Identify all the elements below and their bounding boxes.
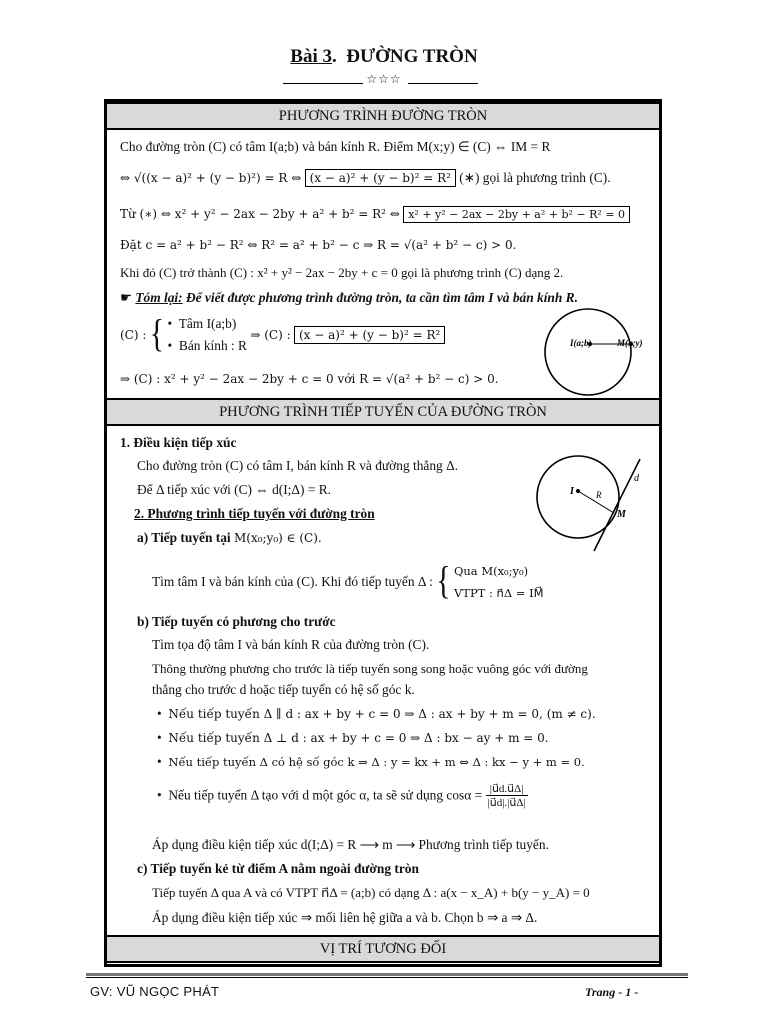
s2-b-line-1: Tìm tọa độ tâm I và bán kính R của đường tròn (C).: [152, 637, 430, 652]
tangent-figure: [532, 447, 660, 557]
s1-summary: [120, 290, 578, 306]
s2-a-brace: {: [436, 559, 451, 603]
title-rule-left: [283, 83, 363, 84]
s2-a-system: [454, 560, 544, 604]
s1-line-3-a: Từ (∗) ⇔ x² + y² − 2ax − 2by + a² + b² = R² ⇔: [120, 207, 400, 221]
s2-a-heading-text: a) Tiếp tuyến tại: [137, 530, 231, 545]
s1-system-left: (C) :: [120, 328, 147, 342]
s1-system-brace: {: [149, 312, 165, 356]
circle-figure-1: [530, 308, 660, 398]
s1-summary-label: Tóm lại:: [135, 290, 183, 305]
s1-line-1: Cho đường tròn (C) có tâm I(a;b) và bán kính R. Điểm M(x;y) ∈ (C) ⇔ IM = R: [120, 139, 551, 154]
pointing-hand-icon: ☛: [120, 290, 133, 305]
s1-line-4: Đặt c = a² + b² − R² ⇔ R² = a² + b² − c ⇒ R = √(a² + b² − c) > 0.: [120, 238, 517, 252]
s2-b-line-3: thẳng cho trước d hoặc tiếp tuyến có hệ số góc k.: [152, 682, 415, 697]
page-title: [0, 46, 768, 68]
s1-line-2-b: (∗) gọi là phương trình (C).: [459, 170, 611, 185]
s2-c-heading: c) Tiếp tuyến kẻ từ điểm A nằm ngoài đường tròn: [137, 861, 419, 876]
title-main: ĐƯỜNG TRÒN: [346, 46, 478, 67]
footer-rule-thick: [86, 973, 688, 976]
s2-bullet-2: • Nếu tiếp tuyến Δ ⊥ d : ax + by + c = 0 ⇒ Δ : bx − ay + m = 0.: [157, 730, 549, 745]
s1-line-2: [120, 170, 611, 186]
s1-system: [120, 313, 445, 357]
s2-h1-line-1: Cho đường tròn (C) có tâm I, bán kính R và đường thẳng Δ.: [137, 458, 459, 473]
cos-fraction: [486, 782, 528, 809]
s2-b-line-2: Thông thường phương cho trước là tiếp tuyến song song hoặc vuông góc với đường: [152, 661, 588, 676]
s2-b-heading: b) Tiếp tuyến có phương cho trước: [137, 614, 336, 629]
cos-fraction-numerator: |u⃗d.u⃗Δ|: [486, 782, 528, 796]
s2-a-system-2: VTPT : n⃗Δ = IM⃗: [453, 586, 544, 600]
s2-bullet-1: • Nếu tiếp tuyến Δ ∥ d : ax + by + c = 0 ⇒ Δ : ax + by + m = 0, (m ≠ c).: [157, 706, 596, 721]
s2-a-line: [152, 560, 544, 604]
section-header-relative-position: VỊ TRÍ TƯƠNG ĐỐI: [107, 935, 659, 963]
section-header-tangent: PHƯƠNG TRÌNH TIẾP TUYẾN CỦA ĐƯỜNG TRÒN: [107, 398, 659, 426]
title-stars: ☆☆☆: [366, 72, 402, 86]
circle-outline: [545, 309, 631, 395]
tangent-label-m: M: [617, 509, 626, 520]
footer-page-number: Trang - 1 -: [585, 985, 639, 999]
footer-rule-thin: [86, 977, 688, 978]
s1-system-item-2: • Bán kính : R: [167, 338, 247, 353]
s2-bullet-4: • Nếu tiếp tuyến Δ tạo với d một góc α, ta sẽ sử dụng cosα = $\frac{|u⃗d.u⃗\Delta|}{|u⃗d|.|u⃗\Delta|}$: [157, 783, 526, 809]
s2-bullet-3: • Nếu tiếp tuyến Δ có hệ số góc k ⇒ Δ : y = kx + m ⇔ Δ : kx − y + m = 0.: [157, 754, 585, 769]
cos-fraction-denominator: |u⃗d|.|u⃗Δ|: [487, 797, 526, 809]
title-rule-right: [408, 83, 478, 84]
tangent-label-r: R: [596, 490, 602, 500]
s2-heading-1: 1. Điều kiện tiếp xúc: [120, 435, 237, 450]
s1-system-box: (x − a)² + (y − b)² = R²: [294, 326, 445, 344]
s1-system-arrow: ⇒ (C) :: [250, 328, 291, 342]
tangent-label-i: I: [570, 486, 574, 497]
s2-heading-2: 2. Phương trình tiếp tuyến với đường tròn: [134, 506, 375, 521]
s1-line-3: [120, 206, 630, 222]
label-point: M(x;y): [617, 338, 643, 348]
s2-c-line-1: Tiếp tuyến Δ qua A và có VTPT n⃗Δ = (a;b) có dạng Δ : a(x − x_A) + b(y − y_A) = 0: [152, 885, 590, 900]
s1-line-2-box: (x − a)² + (y − b)² = R²: [305, 169, 456, 187]
s1-line-2-a: ⇔ √((x − a)² + (y − b)²) = R ⇔: [120, 171, 302, 185]
s1-system-item-1: • Tâm I(a;b): [167, 316, 237, 331]
tangent-label-d: d: [634, 473, 639, 484]
s2-h1-line-2: Để Δ tiếp xúc với (C) ⇔ d(I;Δ) = R.: [137, 482, 332, 497]
s1-line-3-box: x² + y² − 2ax − 2by + a² + b² − R² = 0: [403, 206, 630, 223]
s2-b-apply: Áp dụng điều kiện tiếp xúc d(I;Δ) = R ⟶ m ⟶ Phương trình tiếp tuyến.: [152, 837, 549, 852]
s2-a-system-1: Qua M(x₀;y₀): [453, 564, 529, 578]
s2-a-heading: [137, 530, 322, 546]
s2-c-line-2: Áp dụng điều kiện tiếp xúc ⇒ mối liên hệ giữa a và b. Chọn b ⇒ a ⇒ Δ.: [152, 910, 538, 925]
s2-a-heading-math: M(x₀;y₀) ∈ (C).: [233, 531, 322, 545]
s2-a-line-text: Tìm tâm I và bán kính của (C). Khi đó tiếp tuyến Δ :: [152, 574, 433, 589]
s1-line-5: Khi đó (C) trở thành (C) : x² + y² − 2ax − 2by + c = 0 gọi là phương trình (C) dạng 2.: [120, 265, 564, 280]
section-header-circle-equation: PHƯƠNG TRÌNH ĐƯỜNG TRÒN: [107, 102, 659, 130]
title-prefix: Bài 3: [290, 46, 332, 67]
s1-system-items: [168, 313, 247, 357]
s1-line-7: ⇒ (C) : x² + y² − 2ax − 2by + c = 0 với R = √(a² + b² − c) > 0.: [120, 372, 499, 386]
s1-summary-text: Để viết được phương trình đường tròn, ta cần tìm tâm I và bán kính R.: [185, 290, 578, 305]
title-dot: .: [332, 46, 337, 67]
footer-author: GV: VŨ NGỌC PHÁT: [90, 984, 220, 999]
label-center: I(a;b): [570, 338, 592, 348]
